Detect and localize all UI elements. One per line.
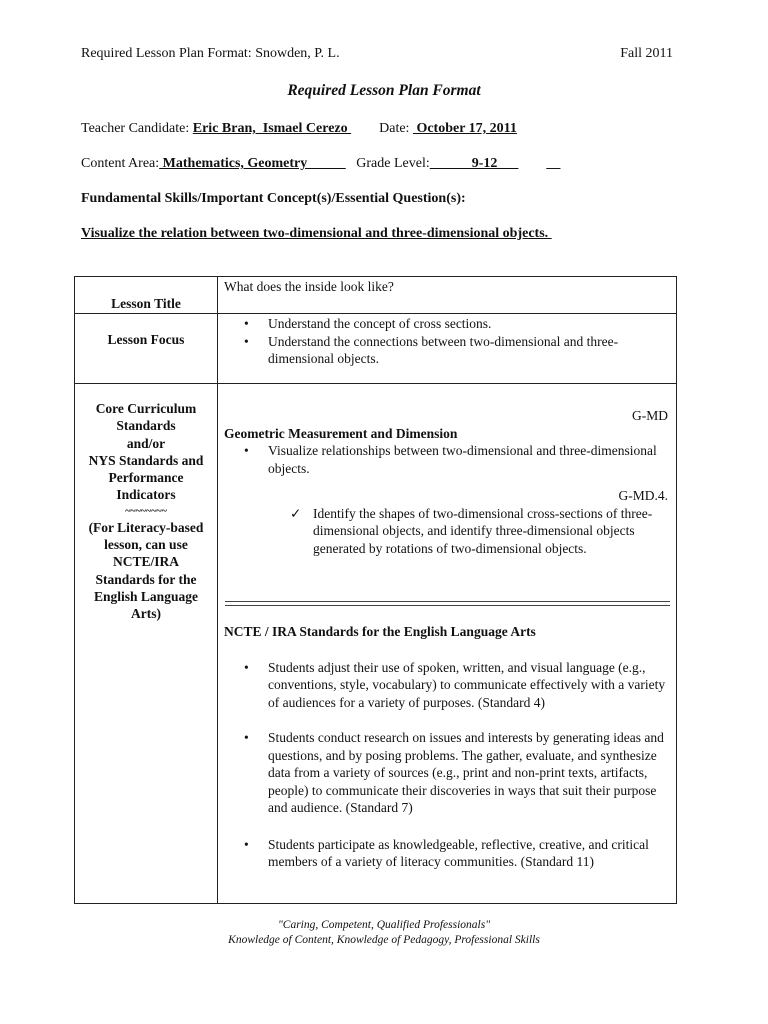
list-item: • Visualize relationships between two-dimensional and three-dimensional objects.	[224, 442, 670, 477]
standards-content	[224, 407, 670, 557]
standards-label-line: NCTE/IRA	[112, 554, 179, 570]
content-line	[81, 156, 560, 172]
standards-label-line: Standards for the	[95, 571, 197, 587]
standards-label-line: lesson, can use	[104, 537, 188, 553]
standards-label-line: Arts)	[131, 606, 161, 622]
standards-label-line: Performance	[108, 470, 184, 486]
ela-content	[224, 623, 670, 871]
date-value: October 17, 2011	[412, 121, 517, 136]
list-item: • Students participate as knowledgeable, reflective, creative, and critical members of a variety of literacy communities. (Standard 11)	[224, 836, 670, 871]
teacher-label: Teacher Candidate:	[81, 121, 190, 136]
grade-label: Grade Level:	[356, 156, 430, 171]
lesson-focus-label: Lesson Focus	[107, 332, 185, 347]
check-item-text: Identify the shapes of two-dimensional cross-sections of three-dimensional objects, and identify three-dimensional objects generated by rotations of two-dimensional objects.	[313, 505, 653, 556]
standards-label-line: Indicators	[116, 487, 176, 503]
date-label: Date:	[379, 121, 410, 136]
standards-label-line: NYS Standards and	[88, 452, 204, 468]
header-left: Required Lesson Plan Format: Snowden, P. L.	[81, 46, 340, 61]
ela-heading: NCTE / IRA Standards for the English Language Arts	[224, 624, 536, 639]
standards-label-line: Standards	[116, 418, 176, 434]
standards-label-line: Core Curriculum	[95, 401, 197, 416]
teacher-value: Eric Bran, Ismael Cerezo	[192, 121, 352, 136]
column-divider	[217, 277, 218, 903]
content-value: Mathematics, Geometry	[159, 156, 346, 171]
standards-label-line: English Language	[94, 588, 198, 604]
lesson-focus-content	[224, 315, 670, 368]
checkmark-icon: ✓	[290, 505, 302, 521]
standard-code: G-MD.4.	[618, 488, 668, 503]
list-item	[224, 505, 670, 558]
lesson-table	[74, 276, 677, 904]
grade-trail: __	[546, 156, 561, 171]
lesson-title-label: Lesson Title	[111, 296, 181, 311]
essential-question: Visualize the relation between two-dimensional and three-dimensional objects.	[81, 226, 552, 241]
standards-heading: Geometric Measurement and Dimension	[224, 425, 458, 441]
grade-value: 9-12	[429, 156, 519, 171]
list-item: • Understand the connections between two-dimensional and three-dimensional objects.	[224, 333, 670, 368]
double-divider	[225, 601, 670, 606]
standards-label-line: (For Literacy-based	[88, 519, 204, 535]
teacher-line	[81, 121, 517, 137]
list-item: • Students adjust their use of spoken, written, and visual language (e.g., conventions, style, vocabulary) to communicate effectively with a variety of audiences for a variety of purposes. (Standard 4)	[224, 659, 670, 712]
standard-code: G-MD	[632, 408, 668, 423]
row-divider	[75, 383, 676, 384]
fundamental-label: Fundamental Skills/Important Concept(s)/Essential Question(s):	[81, 191, 466, 206]
footer-motto: "Caring, Competent, Qualified Professionals"	[277, 919, 491, 931]
standards-label-line: ~~~~~~~~	[125, 505, 167, 517]
list-item: • Students conduct research on issues and interests by generating ideas and questions, and by posing problems. The gather, evaluate, and synthesize data from a variety of sources (e.g., print and non-print texts, artifacts, people) to communicate their discoveries in ways that suit their purpose and audience. (Standard 7)	[224, 729, 670, 817]
standards-label-line: and/or	[126, 435, 166, 451]
list-item: • Understand the concept of cross sections.	[224, 315, 670, 333]
lesson-title-value: What does the inside look like?	[224, 279, 394, 294]
standards-label	[75, 400, 217, 623]
content-label: Content Area:	[81, 156, 160, 171]
row-divider	[75, 313, 676, 314]
header-right: Fall 2011	[620, 46, 673, 61]
page-title: Required Lesson Plan Format	[287, 82, 481, 99]
footer-skills: Knowledge of Content, Knowledge of Pedagogy, Professional Skills	[228, 934, 540, 946]
